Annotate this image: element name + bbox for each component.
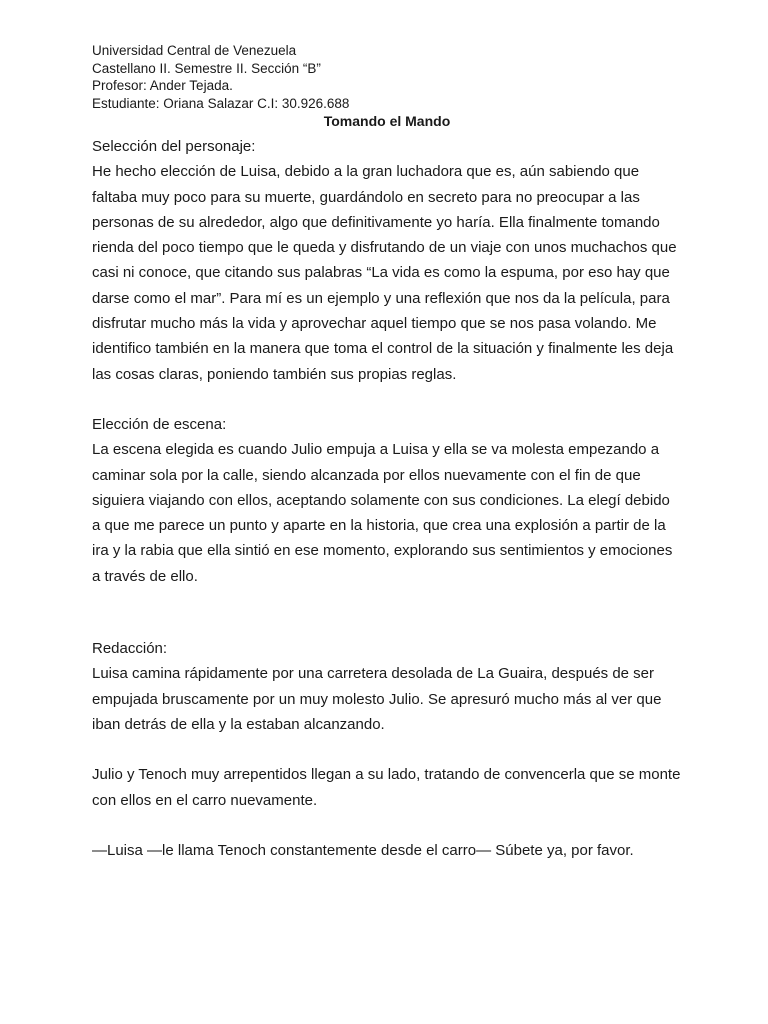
paragraph-scene: La escena elegida es cuando Julio empuja a Luisa y ella se va molesta empezando a caminar sola por la calle, siendo alcanzada por ellos nuevamente con el fin de que siguiera viajando con ellos, aceptando solamente con sus condiciones. La elegí debido a que me parece un punto y aparte en la historia, que crea una explosión a partir de la ira y la rabia que ella sintió en ese momento, explorando sus sentimientos y emociones a través de ello. bbox=[92, 441, 673, 585]
spacer bbox=[92, 589, 682, 636]
spacer bbox=[92, 387, 682, 412]
section-label-scene: Elección de escena: bbox=[92, 415, 227, 433]
section-label-writing: Redacción: bbox=[92, 640, 168, 658]
paragraph-writing-2: Julio y Tenoch muy arrepentidos llegan a su lado, tratando de convencerla que se monte con ellos en el carro nuevamente. bbox=[92, 766, 681, 809]
course-info: Castellano II. Semestre II. Sección “B” bbox=[92, 60, 321, 76]
paragraph-character: He hecho elección de Luisa, debido a la gran luchadora que es, aún sabiendo que faltaba muy poco para su muerte, guardándolo en secreto para no preocupar a las personas de su alrededor, algo que definitivamente yo haría. Ella finalmente tomando rienda del poco tiempo que le queda y disfrutando de un viaje con unos muchachos que casi ni conoce, que citando sus palabras “La vida es como la espuma, por eso hay que darse como el mar”. Para mí es un ejemplo y una reflexión que nos da la película, para disfrutar mucho más la vida y aprovechar aquel tiempo que se nos pasa volando. Me identifico también en la manera que toma el control de la situación y finalmente les deja las cosas claras, poniendo también sus propias reglas. bbox=[92, 163, 677, 383]
professor-name: Profesor: Ander Tejada. bbox=[92, 78, 233, 93]
section-character-selection bbox=[92, 134, 682, 387]
paragraph-writing-3: —Luisa —le llama Tenoch constantemente desde el carro— Súbete ya, por favor. bbox=[92, 841, 634, 859]
document-page bbox=[92, 42, 682, 863]
paragraph-writing-1: Luisa camina rápidamente por una carretera desolada de La Guaira, después de ser empujada bruscamente por un muy molesto Julio. Se apresuró mucho más al ver que iban detrás de ella y la estaban alcanzando. bbox=[92, 665, 662, 733]
section-scene-choice bbox=[92, 412, 682, 589]
spacer bbox=[92, 737, 682, 762]
document-title: Tomando el Mando bbox=[323, 113, 451, 129]
section-writing bbox=[92, 636, 682, 863]
student-info: Estudiante: Oriana Salazar C.I: 30.926.688 bbox=[92, 95, 350, 111]
spacer bbox=[92, 813, 682, 838]
document-header bbox=[92, 42, 682, 112]
section-label-character: Selección del personaje: bbox=[92, 138, 256, 155]
university-name: Universidad Central de Venezuela bbox=[92, 43, 297, 58]
